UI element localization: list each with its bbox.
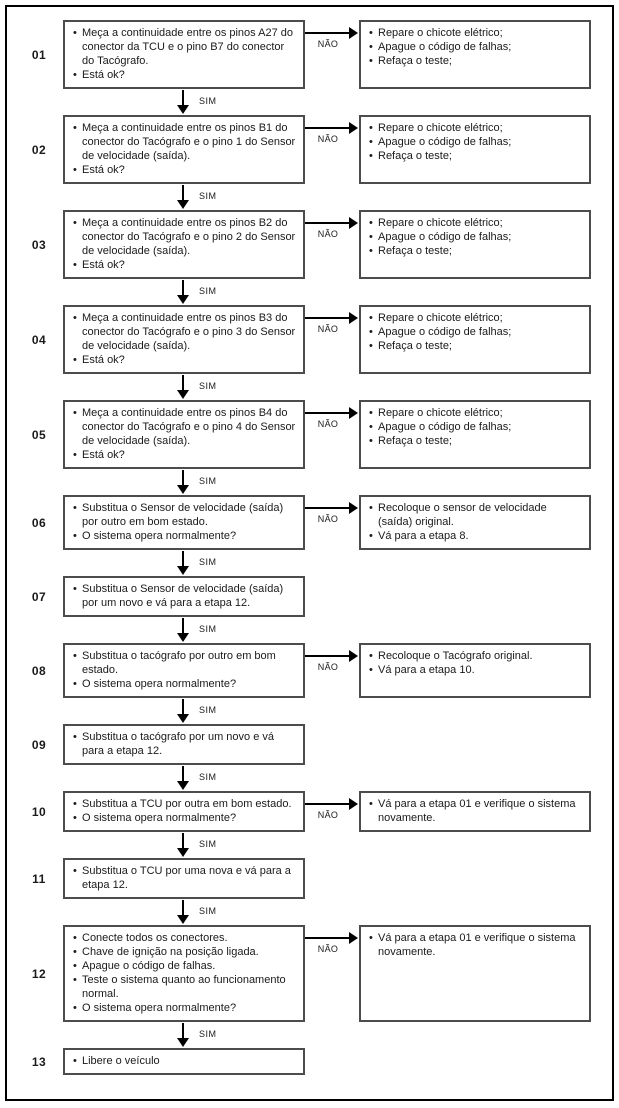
step-bullet: • Está ok? (72, 163, 297, 177)
no-arrow-head-icon (349, 217, 358, 229)
step-bullet: • O sistema opera normalmente? (72, 811, 297, 825)
step-row (15, 791, 612, 832)
yes-arrow-head-icon (177, 485, 189, 494)
step-row (15, 115, 612, 184)
no-label: NÃO (317, 324, 339, 334)
action-bullet: • Apague o código de falhas; (368, 40, 583, 54)
yes-label: SIM (199, 286, 217, 296)
step-number: 10 (31, 804, 47, 819)
action-bullet: • Apague o código de falhas; (368, 230, 583, 244)
yes-label: SIM (199, 381, 217, 391)
yes-arrow-head-icon (177, 295, 189, 304)
action-bullet: • Refaça o teste; (368, 54, 583, 68)
step-row (15, 210, 612, 279)
no-branch-connector (305, 20, 359, 89)
step-bullet: • Substitua o TCU por uma nova e vá para a etapa 12. (72, 864, 297, 892)
step-box (63, 643, 305, 698)
yes-branch-connector (15, 1022, 612, 1048)
yes-arrow-head-icon (177, 566, 189, 575)
no-branch-connector (305, 115, 359, 184)
step-row (15, 1048, 612, 1075)
yes-arrow-head-icon (177, 714, 189, 723)
action-bullet: • Vá para a etapa 01 e verifique o sistema novamente. (368, 797, 583, 825)
no-branch-connector (305, 305, 359, 374)
no-label: NÃO (317, 229, 339, 239)
step-bullet: • Substitua o tacógrafo por um novo e vá para a etapa 12. (72, 730, 297, 758)
no-branch-connector (305, 495, 359, 550)
no-arrow-head-icon (349, 312, 358, 324)
yes-branch-connector (15, 89, 612, 115)
action-bullet: • Apague o código de falhas; (368, 420, 583, 434)
action-box (359, 643, 591, 698)
step-bullet: • Meça a continuidade entre os pinos B1 do conector do Tacógrafo e o pino 1 do Sensor de velocidade (saída). (72, 121, 297, 163)
action-box (359, 925, 591, 1022)
yes-branch-connector (15, 469, 612, 495)
no-arrow-line (305, 32, 350, 34)
no-arrow-line (305, 507, 350, 509)
step-box (63, 305, 305, 374)
no-arrow-head-icon (349, 650, 358, 662)
step-bullet: • Substitua o tacógrafo por outro em bom estado. (72, 649, 297, 677)
step-row (15, 724, 612, 765)
step-row (15, 495, 612, 550)
step-box (63, 400, 305, 469)
yes-arrow-line (182, 280, 184, 296)
action-bullet: • Repare o chicote elétrico; (368, 26, 583, 40)
yes-arrow-line (182, 618, 184, 634)
step-row (15, 925, 612, 1022)
step-row (15, 643, 612, 698)
flowchart (15, 20, 612, 1075)
yes-branch-connector (15, 279, 612, 305)
action-bullet: • Recoloque o sensor de velocidade (saída) original. (368, 501, 583, 529)
step-box (63, 495, 305, 550)
yes-arrow-head-icon (177, 390, 189, 399)
step-box (63, 858, 305, 899)
step-bullet: • Meça a continuidade entre os pinos B2 do conector do Tacógrafo e o pino 2 do Sensor de velocidade (saída). (72, 216, 297, 258)
action-bullet: • Repare o chicote elétrico; (368, 121, 583, 135)
yes-arrow-head-icon (177, 915, 189, 924)
step-bullet: • Está ok? (72, 68, 297, 82)
yes-label: SIM (199, 96, 217, 106)
step-number: 02 (31, 142, 47, 157)
step-number: 01 (31, 47, 47, 62)
step-row (15, 305, 612, 374)
no-arrow-head-icon (349, 122, 358, 134)
action-box (359, 20, 591, 89)
action-bullet: • Refaça o teste; (368, 244, 583, 258)
action-bullet: • Refaça o teste; (368, 434, 583, 448)
action-box (359, 210, 591, 279)
no-arrow-head-icon (349, 27, 358, 39)
step-bullet: • O sistema opera normalmente? (72, 1001, 297, 1015)
yes-label: SIM (199, 906, 217, 916)
step-row (15, 858, 612, 899)
no-branch-connector (305, 210, 359, 279)
step-box (63, 925, 305, 1022)
action-bullet: • Refaça o teste; (368, 339, 583, 353)
no-arrow-line (305, 803, 350, 805)
step-box (63, 210, 305, 279)
yes-arrow-head-icon (177, 105, 189, 114)
yes-arrow-line (182, 185, 184, 201)
action-bullet: • Refaça o teste; (368, 149, 583, 163)
no-label: NÃO (317, 514, 339, 524)
no-arrow-head-icon (349, 798, 358, 810)
action-box (359, 791, 591, 832)
step-bullet: • O sistema opera normalmente? (72, 529, 297, 543)
yes-arrow-line (182, 699, 184, 715)
yes-arrow-line (182, 766, 184, 782)
yes-arrow-line (182, 551, 184, 567)
no-label: NÃO (317, 39, 339, 49)
no-label: NÃO (317, 419, 339, 429)
no-label: NÃO (317, 944, 339, 954)
yes-branch-connector (15, 617, 612, 643)
no-label: NÃO (317, 810, 339, 820)
step-box (63, 724, 305, 765)
step-row (15, 576, 612, 617)
yes-arrow-head-icon (177, 848, 189, 857)
step-number: 09 (31, 737, 47, 752)
action-bullet: • Recoloque o Tacógrafo original. (368, 649, 583, 663)
step-box (63, 576, 305, 617)
step-bullet: • Meça a continuidade entre os pinos B4 do conector do Tacógrafo e o pino 4 do Sensor de velocidade (saída). (72, 406, 297, 448)
step-bullet: • Está ok? (72, 258, 297, 272)
yes-branch-connector (15, 899, 612, 925)
yes-arrow-line (182, 90, 184, 106)
action-box (359, 400, 591, 469)
step-bullet: • Meça a continuidade entre os pinos A27 do conector da TCU e o pino B7 do conector do Tacógrafo. (72, 26, 297, 68)
action-bullet: • Repare o chicote elétrico; (368, 406, 583, 420)
step-bullet: • Substitua o Sensor de velocidade (saída) por um novo e vá para a etapa 12. (72, 582, 297, 610)
step-bullet: • Está ok? (72, 353, 297, 367)
no-arrow-head-icon (349, 407, 358, 419)
yes-label: SIM (199, 839, 217, 849)
step-bullet: • Substitua a TCU por outra em bom estado. (72, 797, 297, 811)
action-box (359, 305, 591, 374)
yes-label: SIM (199, 557, 217, 567)
flowchart-frame (5, 5, 614, 1101)
action-bullet: • Vá para a etapa 8. (368, 529, 583, 543)
step-bullet: • Teste o sistema quanto ao funcionamento normal. (72, 973, 297, 1001)
yes-label: SIM (199, 1029, 217, 1039)
step-bullet: • Está ok? (72, 448, 297, 462)
step-bullet: • Chave de ignição na posição ligada. (72, 945, 297, 959)
yes-arrow-line (182, 1023, 184, 1039)
yes-arrow-head-icon (177, 781, 189, 790)
step-bullet: • Meça a continuidade entre os pinos B3 do conector do Tacógrafo e o pino 3 do Sensor de velocidade (saída). (72, 311, 297, 353)
no-arrow-head-icon (349, 932, 358, 944)
step-bullet: • Libere o veículo (72, 1054, 297, 1068)
step-number: 08 (31, 663, 47, 678)
yes-arrow-head-icon (177, 633, 189, 642)
step-number: 11 (32, 871, 46, 886)
no-arrow-head-icon (349, 502, 358, 514)
no-arrow-line (305, 127, 350, 129)
step-bullet: • Apague o código de falhas. (72, 959, 297, 973)
step-box (63, 1048, 305, 1075)
yes-branch-connector (15, 698, 612, 724)
yes-label: SIM (199, 624, 217, 634)
yes-branch-connector (15, 184, 612, 210)
step-row (15, 400, 612, 469)
action-bullet: • Repare o chicote elétrico; (368, 216, 583, 230)
yes-arrow-line (182, 900, 184, 916)
no-branch-connector (305, 400, 359, 469)
step-number: 04 (31, 332, 47, 347)
step-bullet: • O sistema opera normalmente? (72, 677, 297, 691)
no-arrow-line (305, 222, 350, 224)
step-box (63, 20, 305, 89)
step-bullet: • Substitua o Sensor de velocidade (saída) por outro em bom estado. (72, 501, 297, 529)
yes-arrow-head-icon (177, 1038, 189, 1047)
action-bullet: • Repare o chicote elétrico; (368, 311, 583, 325)
no-branch-connector (305, 791, 359, 832)
yes-label: SIM (199, 705, 217, 715)
action-bullet: • Vá para a etapa 10. (368, 663, 583, 677)
step-number: 06 (31, 515, 47, 530)
action-bullet: • Apague o código de falhas; (368, 325, 583, 339)
action-box (359, 495, 591, 550)
yes-label: SIM (199, 476, 217, 486)
yes-branch-connector (15, 374, 612, 400)
step-number: 05 (31, 427, 47, 442)
action-bullet: • Vá para a etapa 01 e verifique o sistema novamente. (368, 931, 583, 959)
step-box (63, 791, 305, 832)
no-branch-connector (305, 925, 359, 1022)
yes-arrow-head-icon (177, 200, 189, 209)
no-branch-connector (305, 643, 359, 698)
step-number: 12 (31, 966, 47, 981)
no-arrow-line (305, 317, 350, 319)
yes-arrow-line (182, 833, 184, 849)
no-label: NÃO (317, 662, 339, 672)
no-arrow-line (305, 412, 350, 414)
action-box (359, 115, 591, 184)
step-row (15, 20, 612, 89)
step-number: 13 (31, 1054, 47, 1069)
no-label: NÃO (317, 134, 339, 144)
yes-branch-connector (15, 832, 612, 858)
yes-branch-connector (15, 765, 612, 791)
step-bullet: • Conecte todos os conectores. (72, 931, 297, 945)
action-bullet: • Apague o código de falhas; (368, 135, 583, 149)
no-arrow-line (305, 655, 350, 657)
yes-arrow-line (182, 470, 184, 486)
yes-label: SIM (199, 191, 217, 201)
no-arrow-line (305, 937, 350, 939)
yes-label: SIM (199, 772, 217, 782)
yes-arrow-line (182, 375, 184, 391)
step-number: 07 (31, 589, 47, 604)
yes-branch-connector (15, 550, 612, 576)
step-number: 03 (31, 237, 47, 252)
step-box (63, 115, 305, 184)
